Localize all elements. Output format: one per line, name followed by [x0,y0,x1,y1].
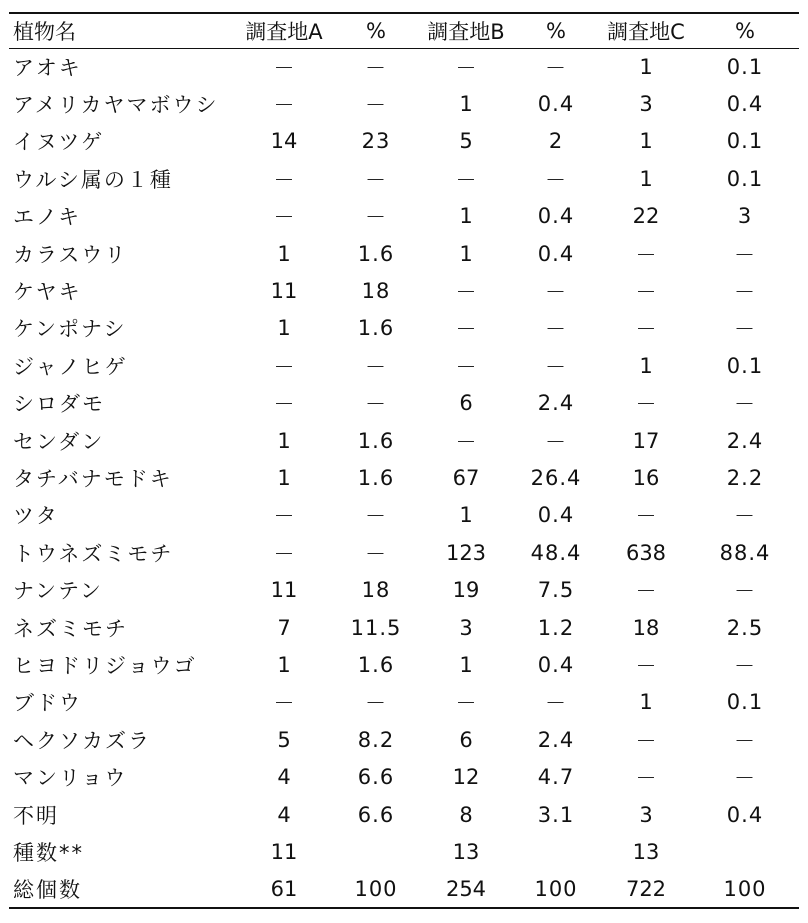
cell-site-a-percent: － [365,541,387,566]
cell-site-a-count: 7 [277,615,291,640]
cell-site-b-percent: － [545,280,567,305]
cell-site-c-percent: － [734,242,756,267]
cell-plant-name: タチバナモドキ [13,466,173,491]
cell-site-b-percent: 2.4 [537,391,575,416]
cell-site-b-percent: － [545,354,567,379]
cell-site-b-count: 1 [459,241,473,266]
cell-site-c-percent: 2.4 [726,428,764,453]
table-row [9,571,799,608]
cell-site-b-percent: 100 [511,871,601,908]
cell-plant-name: ケンポナシ [13,317,127,342]
table-row [9,796,799,833]
cell-site-c-count: － [635,766,657,791]
cell-site-a-count: 4 [277,802,291,827]
cell-site-a-count: 14 [270,129,298,154]
cell-site-c-percent: － [734,728,756,753]
cell-plant-name: カラスウリ [13,242,128,267]
cell-plant-name: マンリョウ [13,766,128,791]
cell-site-c-percent: 2.5 [726,615,764,640]
cell-plant-name: シロダモ [13,392,105,417]
cell-site-a-percent: － [365,167,387,192]
cell-site-b-count: 1 [459,204,473,229]
cell-site-b-percent: － [545,167,567,192]
header-site-b-percent: % [511,13,601,48]
cell-site-b-percent: 0.4 [537,241,575,266]
header-site-a-percent: % [331,13,421,48]
cell-site-c-count: 3 [639,92,653,117]
header-site-b: 調査地B [421,13,511,48]
cell-site-c-percent: 0.4 [726,92,764,117]
cell-site-b-percent: 48.4 [530,540,582,565]
cell-site-a-count: － [273,55,295,80]
cell-site-b-percent: 1.2 [537,615,575,640]
cell-site-b-percent: 0.4 [537,92,575,117]
cell-site-c-percent [691,833,799,870]
cell-site-c-count: 16 [632,465,660,490]
table-row [9,422,799,459]
table-row [9,310,799,347]
cell-site-c-count: 1 [639,129,653,154]
cell-site-b-percent: － [545,691,567,716]
cell-site-a-percent: － [365,354,387,379]
cell-site-a-percent: 8.2 [357,727,395,752]
cell-site-a-percent: － [365,392,387,417]
cell-site-b-count: 6 [459,391,473,416]
header-plant-name: 植物名 [9,13,237,48]
cell-site-c-count: － [635,728,657,753]
cell-site-b-percent: － [545,429,567,454]
table-row [9,385,799,422]
header-site-c: 調査地C [601,13,691,48]
cell-site-a-percent: － [365,55,387,80]
cell-site-b-count: 12 [452,765,480,790]
cell-site-c-count: 13 [632,839,660,864]
cell-plant-name: ヒヨドリジョウゴ [13,653,197,678]
cell-site-a-count: 11 [270,578,298,603]
table-row [9,85,799,122]
table-row [9,459,799,496]
cell-site-b-count: － [455,354,477,379]
table-row [9,198,799,235]
header-site-a: 調査地A [237,13,331,48]
cell-site-a-percent: － [365,93,387,118]
cell-site-a-count: － [273,691,295,716]
cell-plant-name: ケヤキ [13,280,82,305]
cell-site-a-count: － [273,167,295,192]
cell-site-a-percent: 6.6 [357,802,395,827]
table-row [9,160,799,197]
cell-site-c-percent: 0.1 [726,166,764,191]
cell-site-c-percent: 100 [691,871,799,908]
cell-site-c-percent: － [734,766,756,791]
cell-plant-name: ジャノヒゲ [13,354,128,379]
cell-plant-name: イヌツゲ [13,130,105,155]
table-row [9,497,799,534]
table-row [9,758,799,795]
cell-site-a-percent: 18 [361,578,391,603]
table-row [9,871,799,908]
cell-site-c-count: － [635,653,657,678]
cell-site-a-count: 1 [277,652,291,677]
cell-site-b-count: － [455,317,477,342]
cell-site-c-percent: 0.1 [726,353,764,378]
cell-site-a-count: － [273,504,295,529]
cell-site-a-count: 5 [277,727,291,752]
cell-site-c-count: 1 [639,166,653,191]
cell-site-c-percent: － [734,317,756,342]
cell-site-a-percent: 1.6 [357,428,395,453]
cell-plant-name: ナンテン [13,579,103,604]
cell-site-a-count: 1 [277,241,291,266]
cell-site-a-percent: 100 [331,871,421,908]
cell-site-c-count: 1 [639,54,653,79]
table-row [9,833,799,870]
cell-site-a-percent: 1.6 [357,316,395,341]
cell-site-b-count: 123 [445,540,487,565]
cell-site-a-count: － [273,354,295,379]
cell-site-a-count: 4 [277,765,291,790]
table-row [9,123,799,160]
cell-plant-name: ヘクソカズラ [13,728,151,753]
cell-site-a-percent: － [365,691,387,716]
cell-site-c-percent: 0.1 [726,129,764,154]
table-row [9,684,799,721]
cell-site-c-count: 18 [632,615,660,640]
cell-site-b-count: 3 [459,615,473,640]
cell-site-c-percent: 2.2 [726,465,764,490]
cell-plant-name: 種数** [13,840,84,865]
cell-site-c-count: － [635,242,657,267]
cell-site-b-count: 1 [459,92,473,117]
cell-site-c-count: － [635,504,657,529]
cell-site-a-percent: 23 [361,129,391,154]
cell-site-c-percent: 3 [737,204,753,229]
cell-site-b-count: 6 [459,727,473,752]
cell-plant-name: ネズミモチ [13,616,128,641]
cell-plant-name: アメリカヤマボウシ [13,93,219,118]
cell-site-c-percent: 88.4 [719,540,771,565]
cell-site-b-count: 1 [459,652,473,677]
cell-site-a-count: 1 [277,465,291,490]
cell-site-b-percent: 2.4 [537,727,575,752]
plant-survey-table [9,12,799,909]
cell-site-b-percent: 4.7 [537,765,575,790]
cell-site-b-count: 254 [421,871,511,908]
cell-site-c-percent: － [734,653,756,678]
cell-site-a-percent: － [365,504,387,529]
cell-site-a-percent: 11.5 [350,615,402,640]
cell-site-c-percent: 0.1 [726,690,764,715]
cell-site-c-percent: － [734,579,756,604]
cell-site-c-count: 1 [639,690,653,715]
cell-site-a-percent: 6.6 [357,765,395,790]
cell-site-b-count: － [455,429,477,454]
cell-site-b-count: 5 [459,129,473,154]
cell-plant-name: アオキ [13,55,82,80]
cell-site-c-count: 17 [632,428,660,453]
cell-site-b-count: 8 [459,802,473,827]
table-row [9,272,799,309]
table-row [9,534,799,571]
cell-site-a-percent: 1.6 [357,241,395,266]
cell-plant-name: ブドウ [13,691,82,716]
header-site-c-percent: % [691,13,799,48]
cell-site-b-count: － [455,280,477,305]
cell-site-a-percent: 1.6 [357,652,395,677]
cell-site-a-count: － [273,205,295,230]
cell-site-c-count: 3 [639,802,653,827]
cell-site-a-percent: 18 [361,279,391,304]
cell-site-c-count: － [635,579,657,604]
cell-site-b-percent: － [545,317,567,342]
cell-site-c-count: － [635,280,657,305]
cell-site-b-percent: 7.5 [537,578,575,603]
cell-site-a-percent: 1.6 [357,465,395,490]
cell-plant-name: エノキ [13,205,82,230]
cell-site-b-percent [511,833,601,870]
cell-site-c-percent: － [734,504,756,529]
table-body [9,48,799,908]
cell-site-b-count: － [455,167,477,192]
table-row [9,646,799,683]
cell-site-b-count: 67 [452,465,480,490]
table-row [9,347,799,384]
cell-site-b-percent: 0.4 [537,503,575,528]
table-row [9,609,799,646]
cell-site-a-count: 61 [237,871,331,908]
cell-site-c-count: 638 [625,540,667,565]
cell-plant-name: 不明 [13,803,59,828]
cell-site-a-count: 11 [270,279,298,304]
cell-site-b-count: 1 [459,503,473,528]
cell-site-a-count: 1 [277,316,291,341]
cell-site-c-count: 722 [601,871,691,908]
cell-site-c-percent: － [734,280,756,305]
cell-site-a-percent [331,833,421,870]
cell-plant-name: センダン [13,429,105,454]
cell-site-a-count: － [273,392,295,417]
cell-site-b-percent: － [545,55,567,80]
cell-site-b-count: － [455,55,477,80]
cell-site-c-count: 1 [639,353,653,378]
cell-site-b-count: 19 [452,578,480,603]
cell-site-b-percent: 2 [548,129,564,154]
cell-site-c-percent: 0.1 [726,54,764,79]
table-row [9,235,799,272]
table-row [9,48,799,85]
table-row [9,721,799,758]
cell-site-a-count: － [273,93,295,118]
cell-site-a-count: 1 [277,428,291,453]
cell-site-c-percent: － [734,392,756,417]
cell-plant-name: 総個数 [9,871,237,908]
cell-plant-name: トウネズミモチ [13,541,174,566]
cell-site-b-percent: 26.4 [530,465,582,490]
cell-site-b-percent: 0.4 [537,204,575,229]
cell-site-b-count: 13 [452,839,480,864]
cell-plant-name: ウルシ属の１種 [13,167,173,192]
cell-site-b-count: － [455,691,477,716]
cell-site-b-percent: 3.1 [537,802,575,827]
cell-site-c-count: 22 [632,204,660,229]
cell-site-b-percent: 0.4 [537,652,575,677]
cell-site-a-count: － [273,541,295,566]
cell-plant-name: ツタ [13,504,59,529]
cell-site-c-count: － [635,392,657,417]
cell-site-a-percent: － [365,205,387,230]
cell-site-c-percent: 0.4 [726,802,764,827]
cell-site-c-count: － [635,317,657,342]
table-header-row [9,13,799,48]
survey-table-container [9,12,799,909]
cell-site-a-count: 11 [270,839,298,864]
